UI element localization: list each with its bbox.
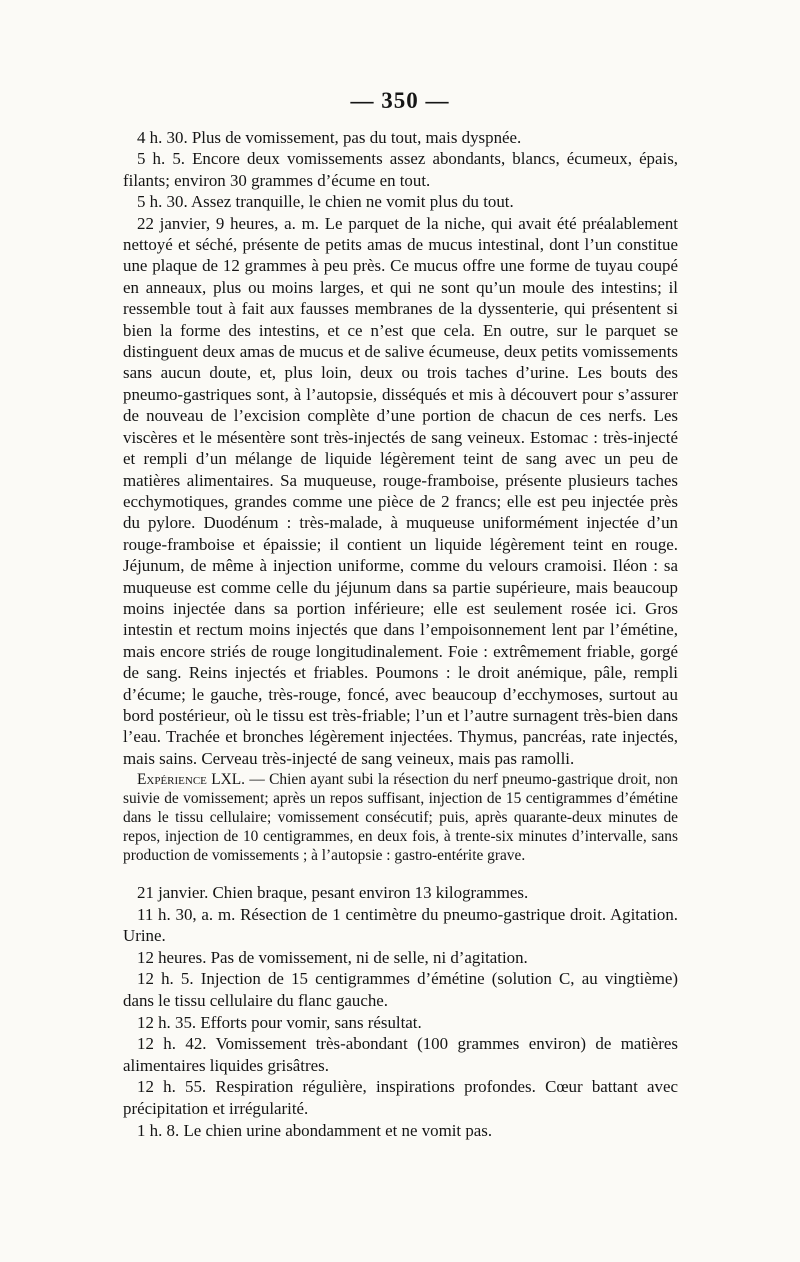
experiment-summary	[123, 770, 678, 865]
log-entry: 12 heures. Pas de vomissement, ni de selle, ni d’agitation.	[137, 947, 528, 967]
log-entry: 12 h. 55. Respiration régulière, inspirations profondes. Cœur battant avec précipitation et irrégularité.	[123, 1077, 678, 1118]
log-entry: 1 h. 8. Le chien urine abondamment et ne vomit pas.	[137, 1120, 493, 1140]
experiment-label: Expérience LXL.	[137, 771, 246, 788]
log-entry: 12 h. 35. Efforts pour vomir, sans résultat.	[137, 1012, 422, 1032]
paragraph: 5 h. 30. Assez tranquille, le chien ne vomit plus du tout.	[137, 192, 514, 212]
log-entry: 21 janvier. Chien braque, pesant environ 13 kilogrammes.	[137, 883, 529, 902]
log-entry: 12 h. 5. Injection de 15 centigrammes d’émétine (solution C, au vingtième) dans le tissu cellulaire du flanc gauche.	[123, 969, 678, 1010]
paragraph: 4 h. 30. Plus de vomissement, pas du tout, mais dyspnée.	[137, 128, 522, 147]
experiment-description: — Chien ayant subi la résection du nerf pneumo-gastrique droit, non suivie de vomissement; après un repos suffisant, injection de 15 centigrammes d’émétine dans le tissu cellulaire; vomissement consécutif; puis, après quarante-deux minutes de repos, injection de 10 centigrammes, en deux fois, à trente-six minutes d’intervalle, sans production de vomissements ; à l’autopsie : gastro-entérite grave.	[123, 771, 679, 865]
log-entry: 12 h. 42. Vomissement très-abondant (100 grammes environ) de matières alimentaires liquides grisâtres.	[123, 1034, 678, 1075]
experiment-summary-text	[123, 770, 678, 865]
log-entry: 11 h. 30, a. m. Résection de 1 centimètre du pneumo-gastrique droit. Agitation. Urine.	[123, 904, 678, 946]
paragraph: 5 h. 5. Encore deux vomissements assez abondants, blancs, écumeux, épais, filants; environ 30 grammes d’écume en tout.	[123, 149, 678, 190]
autopsy-paragraph: 22 janvier, 9 heures, a. m. Le parquet de la niche, qui avait été préalablement nettoyé et séché, présente de petits amas de mucus intestinal, dont l’un constitue une plaque de 12 grammes à peu près. Ce mucus offre une forme de tuyau coupé en anneaux, plus ou moins larges, et qui ne sont qu’un moule des intestins; il ressemble tout à fait aux fausses membranes de la dyssenterie, qui présentent si bien la forme des intestins, et ce n’est que cela. En outre, sur le parquet se distinguent deux amas de mucus et de salive écumeuse, deux petits vomissements sans aucun doute, et, plus loin, deux ou trois taches d’urine. Les bouts des pneumo-gastriques sont, à l’autopsie, disséqués et mis à découvert pour s’assurer de nouveau de l’excision complète d’une portion de chacun de ces nerfs. Les viscères et le mésentère sont très-injectés de sang veineux. Estomac : très-injecté et rempli d’un mélange de liquide légèrement teint de sang avec un peu de matières alimentaires. Sa muqueuse, rouge-framboise, présente plusieurs taches ecchymotiques, grandes comme une pièce de 2 francs; elle est peu injectée près du pylore. Duodénum : très-malade, à muqueuse uniformément injectée d’un rouge-framboise et épaissie; il contient un liquide légèrement teint en rouge. Jéjunum, de même à injection uniforme, comme du velours cramoisi. Iléon : sa muqueuse est comme celle du jéjunum dans sa partie supérieure, mais beaucoup moins injectée dans sa portion inférieure; elle est seulement rosée ici. Gros intestin et rectum moins injectés que dans l’empoisonnement lent par l’émétine, mais encore striés de rouge longitudinalement. Foie : extrêmement friable, gorgé de sang. Reins injectés et friables. Poumons : le droit anémique, pâle, rempli d’écume; le gauche, très-rouge, foncé, avec beaucoup d’ecchymoses, surtout au bord postérieur, où le tissu est très-friable; l’un et l’autre surnagent très-bien dans l’eau. Trachée et bronches légèrement injectées. Thymus, pancréas, rate injectés, mais sains. Cerveau très-injecté de sang veineux, mais pas ramolli.	[123, 213, 678, 768]
page-number: — 350 —	[350, 88, 450, 113]
observation-continuation	[123, 127, 678, 769]
experiment-log	[123, 882, 678, 1141]
